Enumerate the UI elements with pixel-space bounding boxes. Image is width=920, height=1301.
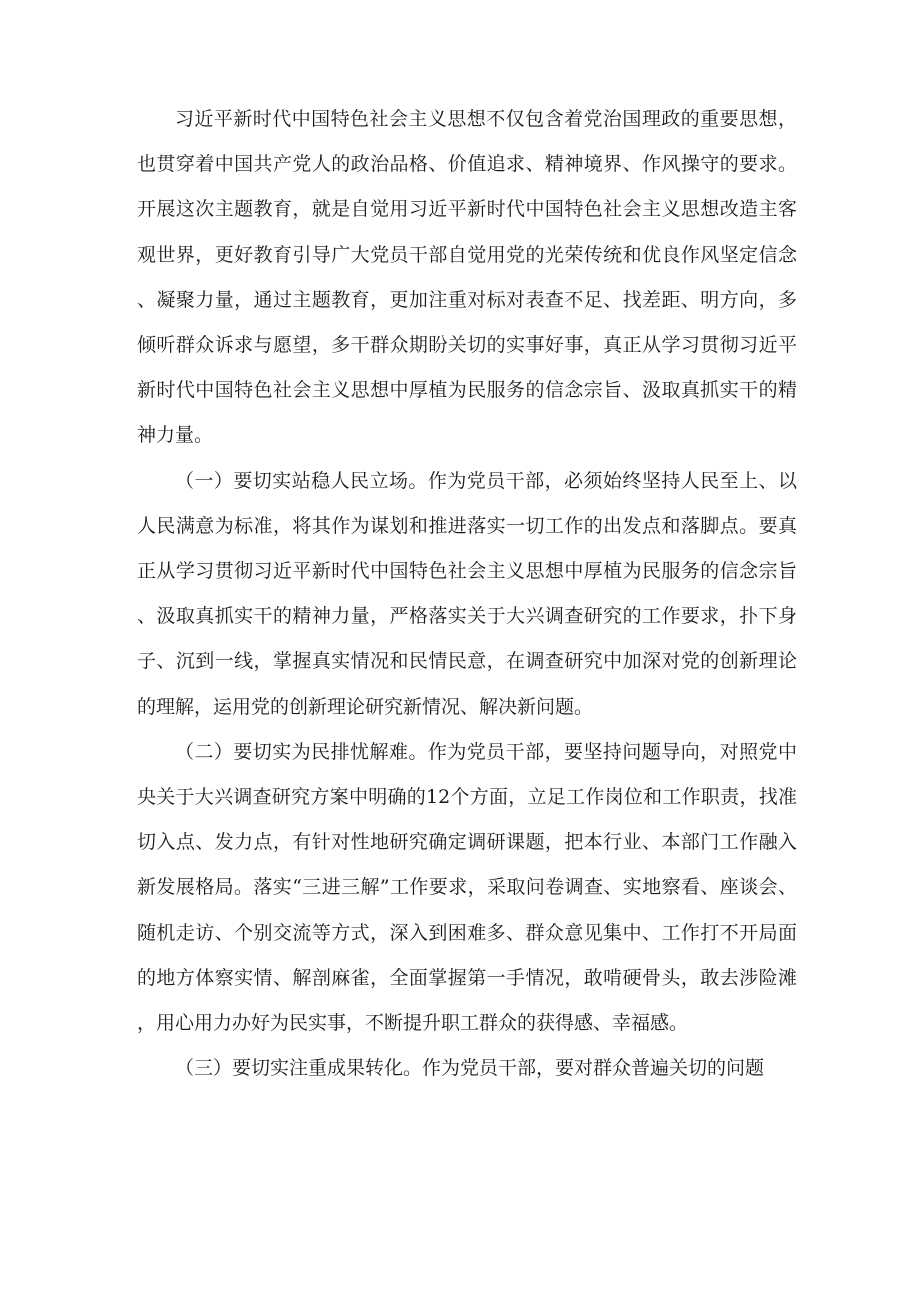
paragraph-section-1: （一）要切实站稳人民立场。作为党员干部，必须始终坚持人民至上、以人民满意为标准，将其作为谋划和推进落实一切工作的出发点和落脚点。要真正从学习贯彻习近平新时代中国特色社会主义思想中厚植为民服务的信念宗旨、汲取真抓实干的精神力量，严格落实关于大兴调查研究的工作要求，扑下身子、沉到一线，掌握真实情况和民情民意，在调查研究中加深对党的创新理论的理解，运用党的创新理论研究新情况、解决新问题。 (137, 469, 797, 718)
paragraph-intro: 习近平新时代中国特色社会主义思想不仅包含着党治国理政的重要思想，也贯穿着中国共产党人的政治品格、价值追求、精神境界、作风操守的要求。开展这次主题教育，就是自觉用习近平新时代中国特色社会主义思想改造主客观世界，更好教育引导广大党员干部自觉用党的光荣传统和优良作风坚定信念、凝聚力量，通过主题教育，更加注重对标对表查不足、找差距、明方向，多倾听群众诉求与愿望，多干群众期盼关切的实事好事，真正从学习贯彻习近平新时代中国特色社会主义思想中厚植为民服务的信念宗旨、汲取真抓实干的精神力量。 (137, 108, 797, 447)
paragraph-section-2: （二）要切实为民排忧解难。作为党员干部，要坚持问题导向，对照党中央关于大兴调查研究方案中明确的12个方面，立足工作岗位和工作职责，找准切入点、发力点，有针对性地研究确定调研课题，把本行业、本部门工作融入新发展格局。落实“三进三解”工作要求，采取问卷调查、实地察看、座谈会、随机走访、个别交流等方式，深入到困难多、群众意见集中、工作打不开局面的地方体察实情、解剖麻雀，全面掌握第一手情况，敢啃硬骨头，敢去涉险滩，用心用力办好为民实事，不断提升职工群众的获得感、幸福感。 (137, 740, 797, 1035)
document-body (137, 97, 797, 1091)
paragraph-section-3: （三）要切实注重成果转化。作为党员干部，要对群众普遍关切的问题 (175, 1057, 765, 1080)
